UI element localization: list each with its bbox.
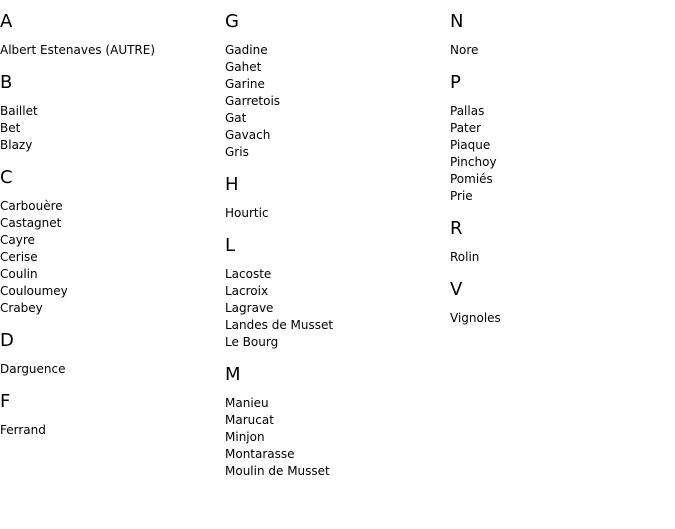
place-link[interactable]: Crabey <box>0 301 43 315</box>
place-link[interactable]: Ferrand <box>0 423 46 437</box>
place-link[interactable]: Vignoles <box>450 311 501 325</box>
index-column-3 <box>450 0 675 340</box>
place-link[interactable]: Rolin <box>450 250 480 264</box>
letter-group <box>0 330 225 378</box>
place-list <box>225 395 450 480</box>
place-list <box>0 42 225 59</box>
place-link[interactable]: Gat <box>225 111 247 125</box>
place-link[interactable]: Gavach <box>225 128 271 142</box>
place-link[interactable]: Pomiés <box>450 172 493 186</box>
letter-group <box>450 72 675 205</box>
place-list <box>225 42 450 161</box>
place-link[interactable]: Garretois <box>225 94 281 108</box>
letter-group <box>225 11 450 161</box>
place-list <box>0 198 225 317</box>
place-link[interactable]: Piaque <box>450 138 491 152</box>
place-link[interactable]: Pinchoy <box>450 155 497 169</box>
letter-heading: N <box>450 11 464 32</box>
place-link[interactable]: Hourtic <box>225 206 269 220</box>
place-list <box>225 266 450 351</box>
letter-group <box>450 11 675 59</box>
letter-group <box>450 279 675 327</box>
place-list <box>450 310 675 327</box>
place-link[interactable]: Cayre <box>0 233 35 247</box>
letter-group <box>225 174 450 222</box>
place-link[interactable]: Cerise <box>0 250 38 264</box>
place-list <box>0 103 225 154</box>
place-link[interactable]: Albert Estenaves (AUTRE) <box>0 43 156 57</box>
place-list <box>0 422 225 439</box>
place-link[interactable]: Castagnet <box>0 216 62 230</box>
place-link[interactable]: Minjon <box>225 430 265 444</box>
letter-group <box>225 364 450 480</box>
place-link[interactable]: Montarasse <box>225 447 295 461</box>
place-link[interactable]: Le Bourg <box>225 335 279 349</box>
place-list <box>450 42 675 59</box>
letter-group <box>450 218 675 266</box>
place-link[interactable]: Prie <box>450 189 473 203</box>
letter-heading: P <box>450 72 461 93</box>
place-link[interactable]: Pallas <box>450 104 485 118</box>
place-link[interactable]: Nore <box>450 43 479 57</box>
place-link[interactable]: Garine <box>225 77 265 91</box>
place-link[interactable]: Gris <box>225 145 249 159</box>
letter-group <box>0 72 225 154</box>
place-list <box>225 205 450 222</box>
place-link[interactable]: Couloumey <box>0 284 68 298</box>
place-link[interactable]: Manieu <box>225 396 269 410</box>
place-list <box>450 249 675 266</box>
letter-heading: F <box>0 391 11 412</box>
place-link[interactable]: Darguence <box>0 362 66 376</box>
letter-heading: B <box>0 72 13 93</box>
letter-group <box>0 167 225 317</box>
index-column-2 <box>225 0 450 493</box>
letter-heading: G <box>225 11 239 32</box>
letter-heading: V <box>450 279 463 300</box>
place-link[interactable]: Baillet <box>0 104 38 118</box>
letter-heading: L <box>225 235 236 256</box>
place-link[interactable]: Marucat <box>225 413 274 427</box>
place-link[interactable]: Moulin de Musset <box>225 464 330 478</box>
place-link[interactable]: Bet <box>0 121 21 135</box>
place-list <box>0 361 225 378</box>
place-link[interactable]: Pater <box>450 121 482 135</box>
place-link[interactable]: Coulin <box>0 267 38 281</box>
letter-heading: R <box>450 218 463 239</box>
place-link[interactable]: Carbouère <box>0 199 63 213</box>
letter-heading: D <box>0 330 14 351</box>
place-link[interactable]: Gadine <box>225 43 268 57</box>
place-link[interactable]: Lagrave <box>225 301 274 315</box>
place-link[interactable]: Landes de Musset <box>225 318 334 332</box>
letter-heading: H <box>225 174 239 195</box>
place-link[interactable]: Lacroix <box>225 284 269 298</box>
letter-group <box>0 11 225 59</box>
place-link[interactable]: Gahet <box>225 60 262 74</box>
index-column-1 <box>0 0 225 452</box>
letter-heading: C <box>0 167 13 188</box>
letter-group <box>225 235 450 351</box>
place-link[interactable]: Blazy <box>0 138 33 152</box>
letter-group <box>0 391 225 439</box>
letter-heading: M <box>225 364 241 385</box>
place-list <box>450 103 675 205</box>
letter-heading: A <box>0 11 13 32</box>
place-link[interactable]: Lacoste <box>225 267 272 281</box>
